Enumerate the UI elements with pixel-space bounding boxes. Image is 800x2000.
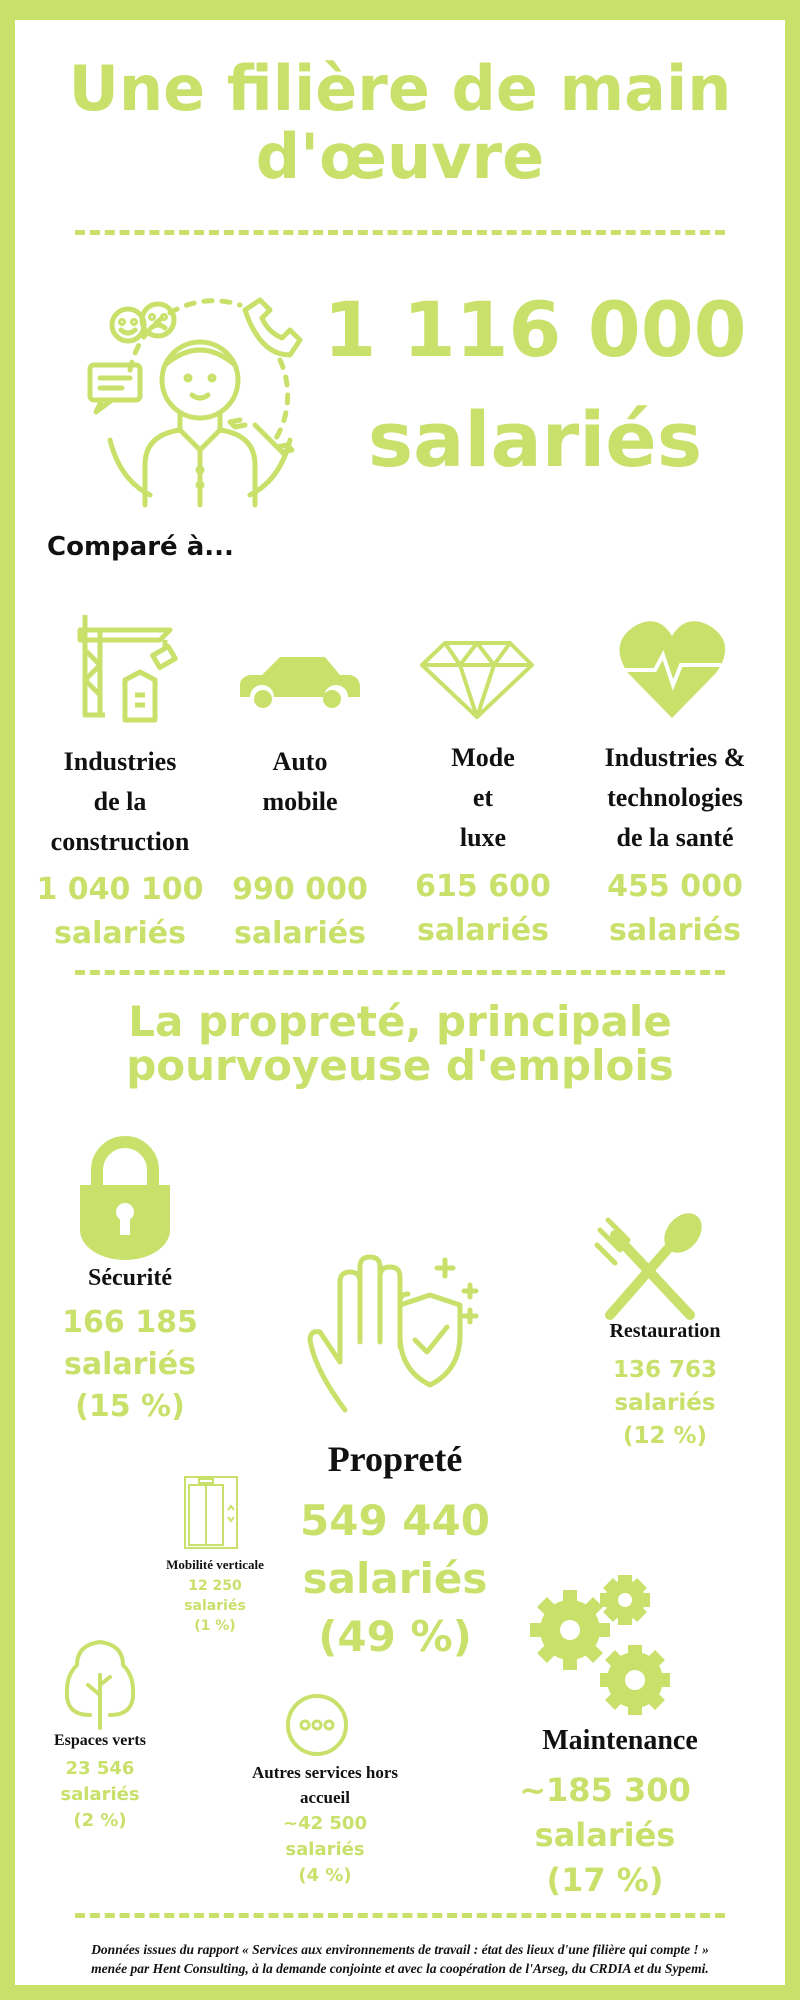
- elevator-icon: [183, 1475, 239, 1550]
- restauration-label: Restauration: [609, 1320, 721, 1342]
- heart-pulse-icon: [620, 618, 725, 718]
- comparison-mode-luxe-value: 615 600 salariés: [415, 869, 551, 948]
- comparison-automobile-value: 990 000 salariés: [232, 872, 368, 951]
- total-unit: salariés: [367, 395, 703, 484]
- divider: [75, 1913, 725, 1918]
- comparison-sante-value: 455 000 salariés: [607, 869, 743, 948]
- crane-icon: [70, 610, 170, 720]
- infographic: [15, 20, 785, 1985]
- diamond-icon: [420, 640, 535, 720]
- car-icon: [235, 655, 360, 715]
- autres-label: Autres services hors accueil: [251, 1763, 399, 1807]
- total-number: 1 116 000: [323, 285, 747, 374]
- comparison-sante: Industries & technologies de la santé: [604, 743, 746, 852]
- compare-label: Comparé à...: [47, 532, 234, 562]
- padlock-icon: [75, 1130, 175, 1260]
- divider: [75, 230, 725, 235]
- proprete-value: 549 440 salariés (49 %): [300, 1496, 490, 1661]
- maintenance-value: ~185 300 salariés (17 %): [519, 1771, 691, 1899]
- securite-label: Sécurité: [88, 1265, 172, 1291]
- autres-value: ~42 500 salariés (4 %): [283, 1813, 367, 1886]
- comparison-mode-luxe: Mode et luxe: [451, 743, 515, 852]
- tree-icon: [65, 1640, 135, 1730]
- clean-hand-shield-icon: [305, 1250, 485, 1420]
- securite-value: 166 185 salariés (15 %): [62, 1305, 198, 1424]
- restauration-value: 136 763 salariés (12 %): [612, 1357, 718, 1449]
- maintenance-label: Maintenance: [542, 1725, 698, 1756]
- worker-icon: [90, 290, 310, 510]
- source-note: Données issues du rapport « Services aux environnements de travail : état des lieux d'une filière qui compte ! » menée par Hent Consulting, à la demande conjointe et avec la coopération de l'Arseg, du CRDIA et du Sypemi.: [91, 1942, 709, 1976]
- mobilite-label: Mobilité verticale: [166, 1557, 264, 1572]
- comparison-construction-value: 1 040 100 salariés: [36, 872, 204, 951]
- espaces-value: 23 546 salariés (2 %): [60, 1758, 140, 1831]
- gears-icon: [525, 1575, 680, 1720]
- comparison-construction: Industries de la construction: [50, 747, 190, 856]
- mobilite-value: 12 250 salariés (1 %): [184, 1578, 246, 1634]
- divider: [75, 970, 725, 975]
- espaces-label: Espaces verts: [54, 1732, 146, 1749]
- cutlery-icon: [595, 1215, 705, 1325]
- more-dots-icon: [285, 1693, 349, 1757]
- page-title: Une filière de main d'œuvre: [68, 52, 732, 193]
- section-title: La propreté, principale pourvoyeuse d'emplois: [126, 997, 674, 1090]
- comparison-automobile: Auto mobile: [262, 747, 338, 816]
- proprete-label: Propreté: [327, 1439, 463, 1479]
